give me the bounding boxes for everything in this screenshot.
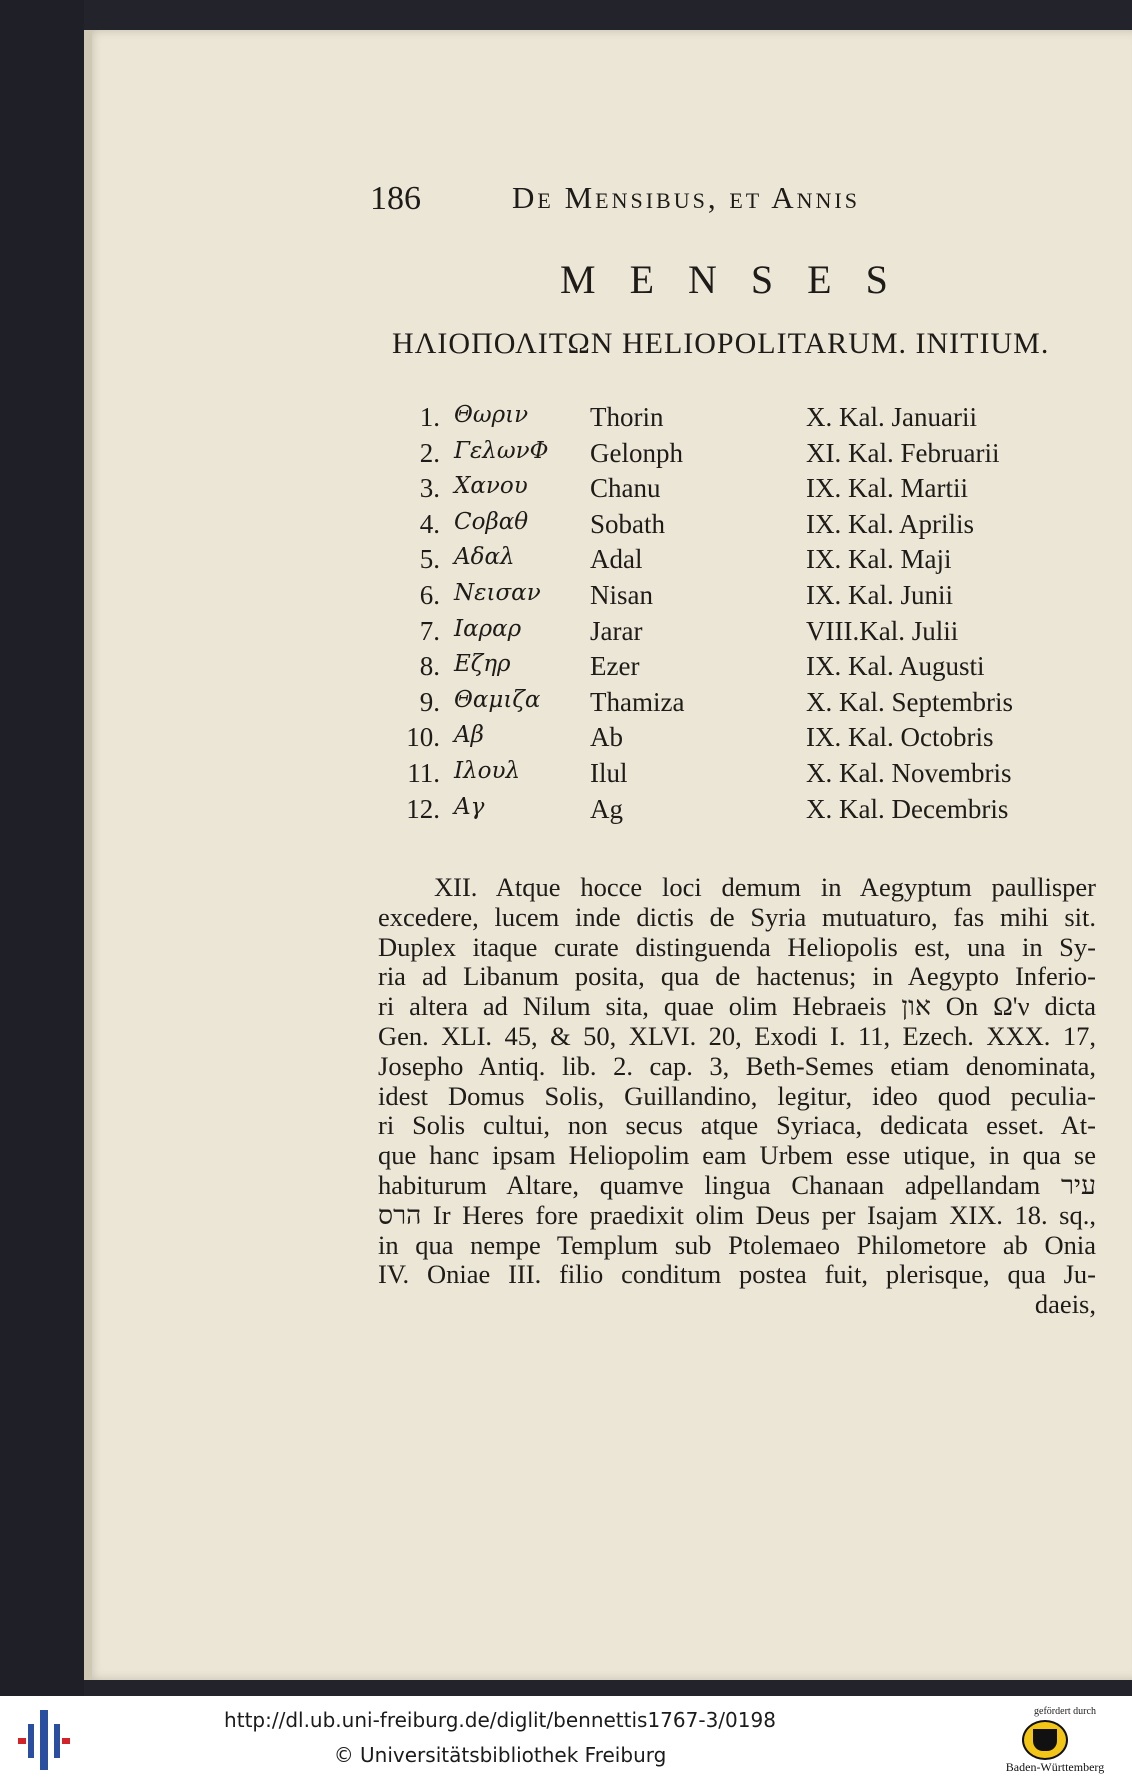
month-latin-name: Gelonph: [590, 437, 683, 468]
month-latin-name: Chanu: [590, 473, 661, 504]
funder-label: Baden-Württemberg: [1005, 1760, 1105, 1774]
month-greek-name: Ιαραρ: [454, 615, 522, 642]
month-start-date: X. Kal. Decembris: [806, 793, 1009, 824]
month-greek-name: Αβ: [454, 722, 484, 749]
text-line: daeis,: [1034, 1289, 1096, 1320]
month-greek-name: Νεισαν: [454, 579, 541, 606]
text-line: XII. Atque hocce loci demum in Aegyptum paullisper: [434, 872, 1096, 902]
month-row: [400, 402, 1080, 438]
month-latin-name: Ag: [590, 793, 623, 824]
month-start-date: IX. Kal. Martii: [806, 473, 968, 504]
text-line: in qua nempe Templum sub Ptolemaeo Philometore ab Onia: [378, 1229, 1096, 1260]
text-line: Duplex itaque curate distinguenda Heliopolis est, una in Sy-: [378, 931, 1096, 962]
month-row: [400, 580, 1080, 616]
text-line: habiturum Altare, quamve lingua Chanaan adpellandam עיר: [378, 1169, 1096, 1200]
month-greek-name: Θωριν: [454, 402, 529, 428]
month-number: 12.: [406, 793, 440, 824]
month-start-date: IX. Kal. Junii: [806, 579, 953, 610]
month-number: 3.: [419, 473, 440, 504]
text-line: IV. Oniae III. filio conditum postea fuit, plerisque, qua Ju-: [378, 1259, 1096, 1290]
month-start-date: IX. Kal. Maji: [806, 544, 952, 575]
month-greek-name: Cοβαθ: [454, 508, 529, 535]
month-latin-name: Thamiza: [590, 686, 685, 717]
month-row: [400, 758, 1080, 794]
text-line: הרס Ir Heres fore praedixit olim Deus per Isajam XIX. 18. sq.,: [378, 1199, 1096, 1230]
month-greek-name: ΓελωνΦ: [454, 437, 549, 464]
month-number: 4.: [419, 508, 440, 539]
section-subtitle: ΗΛΙΟΠΟΛΙΤΩΝ HELIOPOLITARUM. INITIUM.: [392, 327, 1050, 360]
month-latin-name: Nisan: [590, 579, 653, 610]
text-line: ri Solis cultui, non secus atque Syriaca, dedicata esset. At-: [378, 1110, 1096, 1141]
month-number: 10.: [406, 722, 440, 753]
page-gutter-edge: [84, 30, 92, 1680]
month-start-date: X. Kal. Septembris: [806, 686, 1013, 717]
month-row: [400, 616, 1080, 652]
month-number: 7.: [419, 615, 440, 646]
month-row: [400, 438, 1080, 474]
month-row: [400, 544, 1080, 580]
text-line: excedere, lucem inde dictis de Syria mutuaturo, fas mihi sit.: [378, 901, 1096, 932]
paragraph-xii: [378, 872, 1096, 1319]
running-title: De Mensibus, et Annis: [512, 180, 860, 215]
copyright-notice: © Universitätsbibliothek Freiburg: [333, 1743, 667, 1767]
month-number: 8.: [419, 651, 440, 682]
month-row: [400, 687, 1080, 723]
month-greek-name: Αδαλ: [454, 544, 515, 571]
funded-by-label: gefördert durch: [1034, 1706, 1096, 1717]
text-line: ri altera ad Nilum sita, quae olim Hebraeis און On Ω'ν dicta: [378, 991, 1096, 1022]
month-greek-name: Αγ: [454, 793, 485, 820]
month-number: 9.: [419, 686, 440, 717]
month-latin-name: Sobath: [590, 508, 666, 539]
month-start-date: XI. Kal. Februarii: [806, 437, 1000, 468]
scanner-background: [0, 0, 84, 1696]
text-line: que hanc ipsam Heliopolim eam Urbem esse utique, in qua se: [378, 1140, 1096, 1171]
month-start-date: X. Kal. Novembris: [806, 757, 1012, 788]
month-number: 1.: [419, 402, 440, 432]
baden-wuerttemberg-crest-icon: [1022, 1720, 1068, 1760]
text-line: Gen. XLI. 45, & 50, XLVI. 20, Exodi I. 11, Ezech. XXX. 17,: [378, 1020, 1096, 1051]
month-row: [400, 509, 1080, 545]
month-greek-name: Θαμιζα: [454, 686, 541, 713]
month-latin-name: Thorin: [590, 402, 664, 432]
month-row: [400, 794, 1080, 830]
month-number: 5.: [419, 544, 440, 575]
month-row: [400, 651, 1080, 687]
month-greek-name: Εζηρ: [454, 651, 511, 678]
month-start-date: IX. Kal. Aprilis: [806, 508, 974, 539]
section-title: MENSES: [560, 257, 922, 302]
month-latin-name: Adal: [590, 544, 643, 575]
month-latin-name: Ezer: [590, 651, 640, 682]
month-number: 2.: [419, 437, 440, 468]
month-row: [400, 473, 1080, 509]
month-number: 6.: [419, 579, 440, 610]
month-start-date: X. Kal. Januarii: [806, 402, 977, 432]
month-latin-name: Jarar: [590, 615, 643, 646]
page-number: 186: [370, 180, 421, 217]
month-latin-name: Ab: [590, 722, 623, 753]
month-row: [400, 722, 1080, 758]
text-line: Josepho Antiq. lib. 2. cap. 3, Beth-Semes etiam denominata,: [378, 1050, 1096, 1081]
month-start-date: VIII.Kal. Julii: [806, 615, 959, 646]
month-number: 11.: [407, 757, 440, 788]
footer-bar: [0, 1696, 1132, 1782]
month-greek-name: Ιλουλ: [454, 757, 521, 784]
text-line: ria ad Libanum posita, qua de hactenus; in Aegypto Inferio-: [378, 961, 1096, 992]
month-start-date: IX. Kal. Augusti: [806, 651, 985, 682]
month-start-date: IX. Kal. Octobris: [806, 722, 994, 753]
month-greek-name: Χανου: [454, 473, 528, 500]
permalink-url[interactable]: http://dl.ub.uni-freiburg.de/diglit/bennettis1767-3/0198: [224, 1708, 776, 1732]
month-latin-name: Ilul: [590, 757, 628, 788]
text-line: idest Domus Solis, Guillandino, legitur, ideo quod peculia-: [378, 1080, 1096, 1111]
months-table: [400, 402, 1080, 829]
